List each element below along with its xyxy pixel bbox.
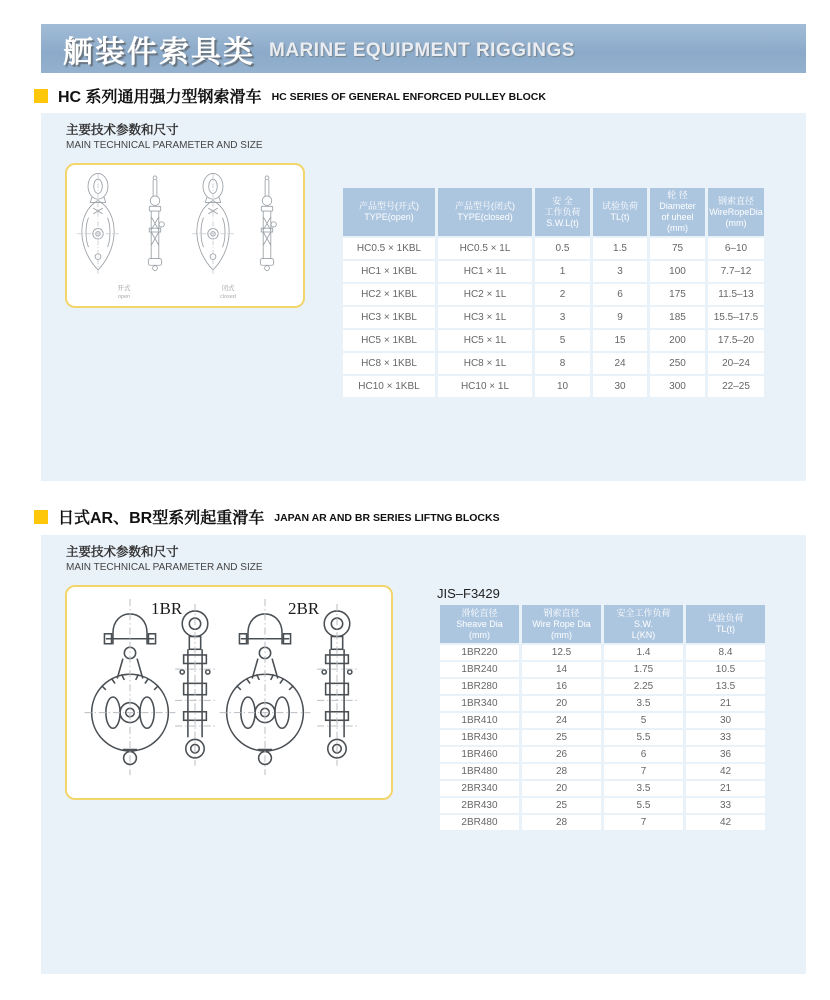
table-row	[343, 330, 764, 351]
cell-swl: 0.5	[535, 238, 590, 259]
section2-subtitle-zh: 主要技术参数和尺寸	[66, 545, 179, 559]
cell-model: 1BR480	[440, 764, 519, 779]
cell-wheel-diameter: 175	[650, 284, 705, 305]
cell-model: 1BR340	[440, 696, 519, 711]
cell-wheel-diameter: 200	[650, 330, 705, 351]
br-table-body	[440, 645, 765, 830]
cell-swl: 3.5	[604, 696, 683, 711]
cell-swl: 5	[604, 713, 683, 728]
cell-test-load: 36	[686, 747, 765, 762]
cell-swl: 5.5	[604, 730, 683, 745]
cell-wheel-diameter: 300	[650, 376, 705, 397]
table-row	[440, 815, 765, 830]
jis-standard-label: JIS–F3429	[437, 586, 500, 601]
cell-swl: 10	[535, 376, 590, 397]
hc-col-wire-rope-dia: 钢索直径 WireRopeDia (mm)	[708, 188, 764, 236]
section2-bullet-icon	[34, 510, 48, 524]
table-row	[440, 798, 765, 813]
cell-test-load: 15	[593, 330, 647, 351]
table-row	[440, 679, 765, 694]
section1-heading	[34, 84, 546, 107]
cell-type-open: HC5 × 1KBL	[343, 330, 435, 351]
cell-test-load: 30	[686, 713, 765, 728]
hc-col-wheel-diameter: 轮 径 Diameter of uheel (mm)	[650, 188, 705, 236]
br-block-drawings	[67, 587, 391, 798]
banner-title-zh: 舾装件索具类	[63, 35, 255, 69]
hc-closed-side-drawing	[260, 176, 276, 271]
br-col-test-load: 试验负荷 TL(t)	[686, 605, 765, 643]
cell-swl: 6	[604, 747, 683, 762]
cell-type-open: HC3 × 1KBL	[343, 307, 435, 328]
cell-wire-rope-dia: 26	[522, 747, 601, 762]
cell-test-load: 10.5	[686, 662, 765, 677]
cell-swl: 1.4	[604, 645, 683, 660]
hc-table	[340, 186, 767, 399]
cell-wire-rope-dia: 25	[522, 730, 601, 745]
hc-open-label-zh: 开式	[117, 285, 131, 292]
br2-label: 2BR	[288, 599, 320, 618]
table-row	[440, 645, 765, 660]
hc-col-type-closed: 产品型号(闭式) TYPE(closed)	[438, 188, 532, 236]
table-row	[343, 353, 764, 374]
section2-subtitle	[66, 542, 263, 573]
hc-table-header	[343, 188, 764, 236]
br2-side-drawing	[317, 604, 357, 766]
cell-swl: 2.25	[604, 679, 683, 694]
cell-test-load: 13.5	[686, 679, 765, 694]
cell-wheel-diameter: 75	[650, 238, 705, 259]
br-drawings-box	[65, 585, 393, 800]
br1-front-drawing	[85, 599, 176, 775]
br-table-header	[440, 605, 765, 643]
section2-panel	[41, 535, 806, 974]
br-col-wire-rope-dia: 钢索直径 Wire Rope Dia (mm)	[522, 605, 601, 643]
table-row	[440, 662, 765, 677]
cell-swl: 2	[535, 284, 590, 305]
br-col-swl: 安全工作负荷 S.W. L(KN)	[604, 605, 683, 643]
br1-side-drawing	[175, 604, 215, 766]
table-row	[440, 713, 765, 728]
section1-subtitle-zh: 主要技术参数和尺寸	[66, 123, 179, 137]
section2-title-zh: 日式AR、BR型系列起重滑车	[58, 510, 265, 527]
section1-panel	[41, 113, 806, 481]
cell-type-open: HC8 × 1KBL	[343, 353, 435, 374]
cell-wire-rope-dia: 15.5–17.5	[708, 307, 764, 328]
banner-title-en: MARINE EQUIPMENT RIGGINGS	[269, 39, 575, 61]
cell-wire-rope-dia: 28	[522, 815, 601, 830]
cell-type-open: HC1 × 1KBL	[343, 261, 435, 282]
cell-type-closed: HC8 × 1L	[438, 353, 532, 374]
cell-test-load: 21	[686, 696, 765, 711]
cell-wire-rope-dia: 17.5–20	[708, 330, 764, 351]
cell-wire-rope-dia: 14	[522, 662, 601, 677]
cell-test-load: 21	[686, 781, 765, 796]
section1-subtitle-en: MAIN TECHNICAL PARAMETER AND SIZE	[66, 140, 263, 151]
hc-drawings-box	[65, 163, 305, 308]
br1-label: 1BR	[151, 599, 183, 618]
cell-type-open: HC2 × 1KBL	[343, 284, 435, 305]
cell-type-closed: HC10 × 1L	[438, 376, 532, 397]
cell-test-load: 9	[593, 307, 647, 328]
cell-swl: 8	[535, 353, 590, 374]
cell-swl: 7	[604, 815, 683, 830]
cell-wire-rope-dia: 6–10	[708, 238, 764, 259]
table-row	[343, 307, 764, 328]
cell-model: 1BR430	[440, 730, 519, 745]
hc-col-swl: 安 全 工作负荷 S.W.L(t)	[535, 188, 590, 236]
hc-pulley-drawings	[67, 165, 303, 306]
cell-wire-rope-dia: 12.5	[522, 645, 601, 660]
cell-type-closed: HC3 × 1L	[438, 307, 532, 328]
cell-model: 1BR460	[440, 747, 519, 762]
cell-test-load: 42	[686, 815, 765, 830]
cell-model: 1BR240	[440, 662, 519, 677]
table-row	[343, 376, 764, 397]
table-row	[440, 764, 765, 779]
cell-test-load: 3	[593, 261, 647, 282]
cell-wire-rope-dia: 24	[522, 713, 601, 728]
cell-test-load: 30	[593, 376, 647, 397]
cell-model: 1BR280	[440, 679, 519, 694]
cell-swl: 7	[604, 764, 683, 779]
cell-model: 1BR410	[440, 713, 519, 728]
table-row	[343, 238, 764, 259]
table-row	[440, 747, 765, 762]
cell-wire-rope-dia: 7.7–12	[708, 261, 764, 282]
hc-table-body	[343, 238, 764, 397]
section2-subtitle-en: MAIN TECHNICAL PARAMETER AND SIZE	[66, 562, 263, 573]
cell-wire-rope-dia: 11.5–13	[708, 284, 764, 305]
cell-swl: 3	[535, 307, 590, 328]
br-col-sheave-dia: 滑轮直径 Sheave Dia (mm)	[440, 605, 519, 643]
cell-wire-rope-dia: 16	[522, 679, 601, 694]
cell-type-closed: HC2 × 1L	[438, 284, 532, 305]
table-row	[440, 781, 765, 796]
br-table	[437, 603, 768, 832]
table-row	[440, 730, 765, 745]
cell-wire-rope-dia: 22–25	[708, 376, 764, 397]
cell-wheel-diameter: 185	[650, 307, 705, 328]
cell-model: 2BR430	[440, 798, 519, 813]
cell-type-closed: HC1 × 1L	[438, 261, 532, 282]
cell-wire-rope-dia: 25	[522, 798, 601, 813]
section1-title-en: HC SERIES OF GENERAL ENFORCED PULLEY BLOCK	[271, 91, 546, 103]
table-row	[440, 696, 765, 711]
cell-swl: 5.5	[604, 798, 683, 813]
cell-test-load: 33	[686, 730, 765, 745]
cell-wire-rope-dia: 20	[522, 696, 601, 711]
section1-bullet-icon	[34, 89, 48, 103]
cell-model: 1BR220	[440, 645, 519, 660]
cell-type-closed: HC0.5 × 1L	[438, 238, 532, 259]
hc-col-type-open: 产品型号(开式) TYPE(open)	[343, 188, 435, 236]
cell-test-load: 1.5	[593, 238, 647, 259]
cell-test-load: 8.4	[686, 645, 765, 660]
section1-title-zh: HC 系列通用强力型钢索滑车	[58, 89, 262, 106]
cell-wheel-diameter: 250	[650, 353, 705, 374]
cell-wire-rope-dia: 20–24	[708, 353, 764, 374]
page-banner	[41, 24, 806, 73]
section2-title-en: JAPAN AR AND BR SERIES LIFTNG BLOCKS	[274, 512, 500, 524]
cell-swl: 1	[535, 261, 590, 282]
cell-test-load: 33	[686, 798, 765, 813]
cell-model: 2BR480	[440, 815, 519, 830]
cell-wire-rope-dia: 20	[522, 781, 601, 796]
hc-closed-label-en: closed	[220, 294, 236, 300]
table-row	[343, 261, 764, 282]
cell-model: 2BR340	[440, 781, 519, 796]
cell-wheel-diameter: 100	[650, 261, 705, 282]
cell-type-closed: HC5 × 1L	[438, 330, 532, 351]
cell-type-open: HC0.5 × 1KBL	[343, 238, 435, 259]
cell-swl: 1.75	[604, 662, 683, 677]
cell-test-load: 24	[593, 353, 647, 374]
section1-subtitle	[66, 120, 263, 151]
cell-test-load: 6	[593, 284, 647, 305]
br2-front-drawing	[220, 599, 311, 775]
cell-swl: 5	[535, 330, 590, 351]
hc-closed-label-zh: 闭式	[221, 285, 235, 292]
cell-wire-rope-dia: 28	[522, 764, 601, 779]
cell-test-load: 42	[686, 764, 765, 779]
hc-open-label-en: open	[117, 294, 131, 300]
cell-swl: 3.5	[604, 781, 683, 796]
hc-open-side-drawing	[148, 176, 164, 271]
section2-heading	[34, 505, 500, 528]
hc-open-front-drawing	[77, 173, 119, 273]
hc-col-test-load: 试验负荷 TL(t)	[593, 188, 647, 236]
cell-type-open: HC10 × 1KBL	[343, 376, 435, 397]
hc-closed-front-drawing	[192, 173, 234, 273]
table-row	[343, 284, 764, 305]
